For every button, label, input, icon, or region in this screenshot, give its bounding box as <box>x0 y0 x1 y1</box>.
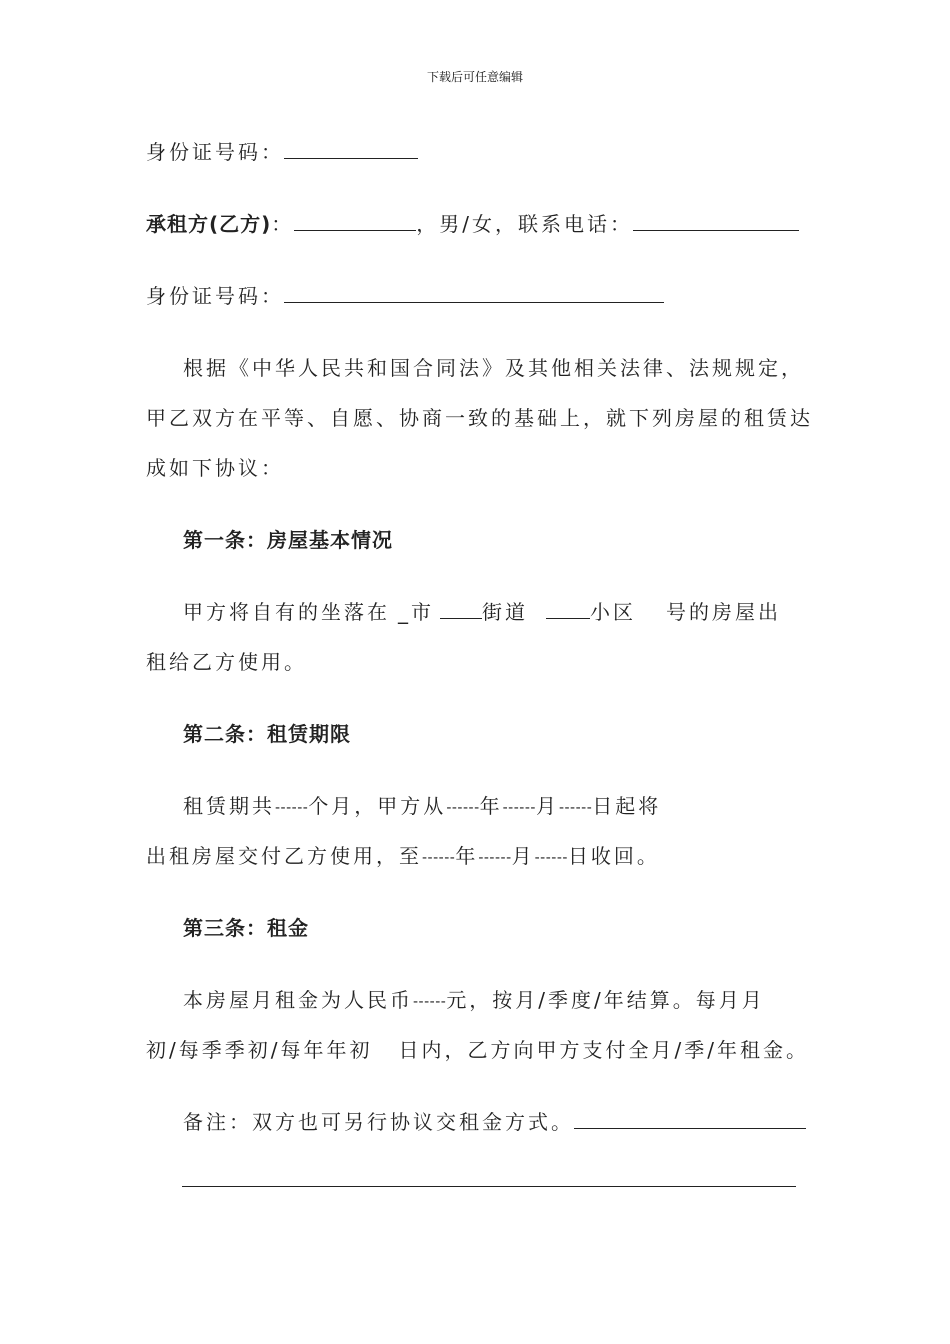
article2-text-month-2: 月 <box>511 844 535 868</box>
article2-text-deliver: 出租房屋交付乙方使用，至 <box>146 844 422 868</box>
lessee-name-blank <box>294 212 416 231</box>
article3-note-blank-line <box>182 1186 796 1187</box>
article2-start-year-blank: ------ <box>446 800 480 816</box>
article2-start-day-blank: ------ <box>558 800 593 816</box>
lessor-id-blank <box>284 140 418 159</box>
article3-text-rent: 本房屋月租金为人民币 <box>183 988 413 1012</box>
article1-street-blank <box>440 600 482 619</box>
article1-line-2: 租给乙方使用。 <box>146 650 307 674</box>
lessee-label: 承租方(乙方) <box>146 212 272 236</box>
article2-text-return: 日收回。 <box>567 844 660 868</box>
article3-line-1 <box>183 988 765 1014</box>
article2-end-day-blank: ------ <box>534 850 568 866</box>
preamble-line-1: 根据《中华人民共和国合同法》及其他相关法律、法规规定， <box>183 356 804 380</box>
article1-city: 市 <box>411 600 434 624</box>
article2-end-month-blank: ------ <box>478 850 512 866</box>
article1-house: 号的房屋出 <box>666 600 781 624</box>
article1-line-1 <box>183 600 781 624</box>
article1-community: 小区 <box>590 600 636 624</box>
article3-rent-blank: ------ <box>413 994 447 1010</box>
article2-months-blank: ------ <box>275 800 309 816</box>
article3-note-blank <box>574 1110 806 1129</box>
article3-note: 备注：双方也可另行协议交租金方式。 <box>183 1110 574 1134</box>
article2-text-from: 个月，甲方从 <box>308 794 447 818</box>
article2-start-month-blank: ------ <box>502 800 536 816</box>
lessee-id-blank <box>284 284 664 303</box>
article2-text-start: 日起将 <box>592 794 662 818</box>
preamble-line-2: 甲乙双方在平等、自愿、协商一致的基础上，就下列房屋的租赁达 <box>146 406 813 430</box>
lessor-id-line <box>146 140 418 164</box>
lessee-gender-phone: ，男/女，联系电话： <box>416 212 634 236</box>
lessee-id-label: 身份证号码： <box>146 284 284 308</box>
article3-text-period: 初/每季季初/每年年初 <box>146 1038 373 1062</box>
lessee-line <box>146 212 799 236</box>
page-header: 下载后可任意编辑 <box>426 70 523 84</box>
article1-text-location: 甲方将自有的坐落在 <box>183 600 390 624</box>
article3-text-settle: 元，按月/季度/年结算。每月月 <box>446 988 765 1012</box>
lessee-id-line <box>146 284 664 308</box>
lessee-colon: ： <box>271 212 295 236</box>
lessee-phone-blank <box>633 212 799 231</box>
article2-line-1 <box>183 794 661 820</box>
article1-city-blank: _ <box>398 600 411 624</box>
preamble-line-3: 成如下协议： <box>146 456 284 480</box>
article1-title: 第一条：房屋基本情况 <box>183 528 393 552</box>
article3-line-2 <box>146 1038 809 1062</box>
article2-line-2 <box>146 844 660 870</box>
article2-text-month: 月 <box>535 794 559 818</box>
article2-title: 第二条：租赁期限 <box>183 722 351 746</box>
article2-text-term: 租赁期共 <box>183 794 275 818</box>
article2-text-year-2: 年 <box>455 844 479 868</box>
article1-community-blank <box>546 600 590 619</box>
article3-text-pay: 日内，乙方向甲方支付全月/季/年租金。 <box>398 1038 809 1062</box>
article1-street: 街道 <box>482 600 528 624</box>
lessor-id-label: 身份证号码： <box>146 140 284 164</box>
article3-title: 第三条：租金 <box>183 916 309 940</box>
article3-note-line <box>183 1110 806 1134</box>
article2-text-year: 年 <box>479 794 503 818</box>
article2-end-year-blank: ------ <box>422 850 456 866</box>
